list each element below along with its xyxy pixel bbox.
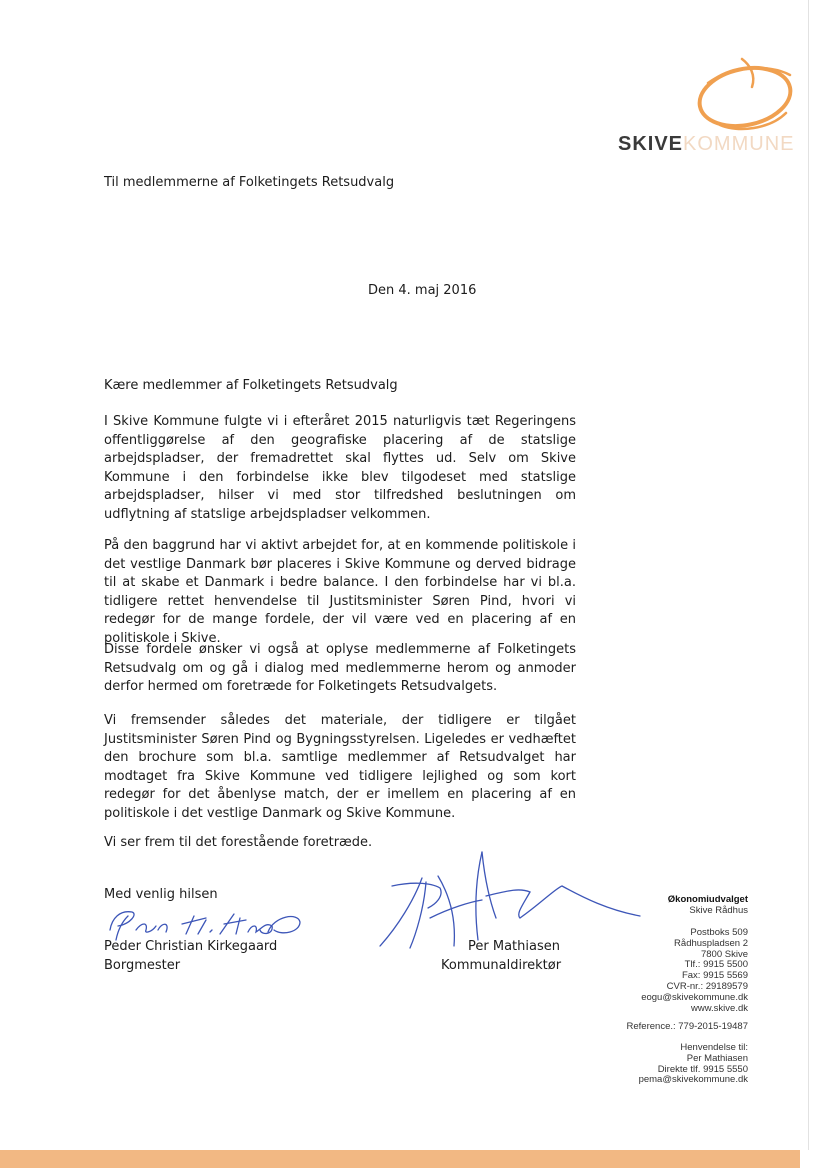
sender-address-block	[641, 928, 748, 1014]
building-name: Skive Rådhus	[689, 904, 748, 916]
signatory-name: Per Mathiasen	[468, 939, 560, 954]
sender-department-block	[668, 895, 748, 917]
page-edge-line	[808, 0, 809, 1150]
reference-number: Reference.: 779-2015-19487	[626, 1021, 748, 1032]
address-line: Rådhuspladsen 2	[674, 937, 748, 949]
letter-date: Den 4. maj 2016	[368, 283, 477, 298]
footer-color-bar	[0, 1150, 800, 1168]
body-paragraph: Disse fordele ønsker vi også at oplyse medlemmerne af Folketingets Retsudvalg om og gå i dialog med medlemmerne herom og anmoder derfor hermed om foretræde for Folketingets Retsudvalgets.	[104, 642, 576, 694]
fax-line: Fax: 9915 5569	[681, 970, 748, 982]
body-paragraph: Vi fremsender således det materiale, der tidligere er tilgået Justitsminister Søren Pind og Bygningsstyrelsen. Ligeledes er vedhæftet den brochure som bl.a. samtlige medlemmer af Retsudvalget har modtaget fra Skive Kommune ved tidligere lejlighed og som kort redegør for det åbenlyse match, der er imellem en placering af en politiskole i det vestlige Danmark og Skive Kommune.	[104, 713, 576, 821]
department-name: Økonomiudvalget	[667, 894, 748, 905]
body-paragraph: I Skive Kommune fulgte vi i efteråret 2015 naturligvis tæt Regeringens offentliggørelse af den geografiske placering af de statslige arbejdspladser, der fremadrettet skal flyttes ud. Selv om Skive Kommune i den forbindelse ikke blev tilgodeset med statslige arbejdspladser, hilser vi med stor tilfredshed beslutningen om udflytning af statslige arbejdspladser velkommen.	[104, 414, 576, 522]
contact-line: pema@skivekommune.dk	[638, 1074, 748, 1086]
phone-line: Tlf.: 9915 5500	[684, 959, 748, 971]
signatory-name: Peder Christian Kirkegaard	[104, 939, 278, 954]
website-line: www.skive.dk	[690, 1002, 748, 1014]
logo-word-skive: SKIVE	[618, 133, 684, 155]
address-line: Postboks 509	[690, 927, 748, 938]
body-paragraph: På den baggrund har vi aktivt arbejdet for, at en kommende politiskole i det vestlige Danmark bør placeres i Skive Kommune og derved bidrage til at skabe et Danmark i bedre balance. I den forbindelse har vi bl.a. tidligere rettet henvendelse til Justitsminister Søren Pind, hvori vi redegør for de mange fordele, der vil være ved en placering af en politiskole i Skive.	[104, 538, 576, 646]
address-line: 7800 Skive	[700, 948, 748, 960]
contact-block	[639, 1043, 748, 1086]
signatory-title: Borgmester	[104, 958, 181, 973]
closing-sentence: Vi ser frem til det forestående foretræde.	[104, 835, 373, 850]
salutation: Kære medlemmer af Folketingets Retsudvalg	[104, 378, 398, 393]
recipient-line: Til medlemmerne af Folketingets Retsudvalg	[104, 175, 395, 190]
email-line: eogu@skivekommune.dk	[641, 991, 748, 1003]
logo-word-kommune: KOMMUNE	[683, 133, 795, 155]
contact-line: Per Mathiasen	[686, 1052, 748, 1064]
signatory-title: Kommunaldirektør	[441, 958, 562, 973]
skive-kommune-logo-text	[618, 133, 794, 156]
contact-line: Direkte tlf. 9915 5550	[657, 1063, 748, 1075]
sign-off: Med venlig hilsen	[104, 887, 218, 902]
cvr-line: CVR-nr.: 29189579	[666, 980, 748, 992]
contact-line: Henvendelse til:	[680, 1042, 748, 1053]
skive-kommune-logo-mark	[690, 55, 800, 145]
